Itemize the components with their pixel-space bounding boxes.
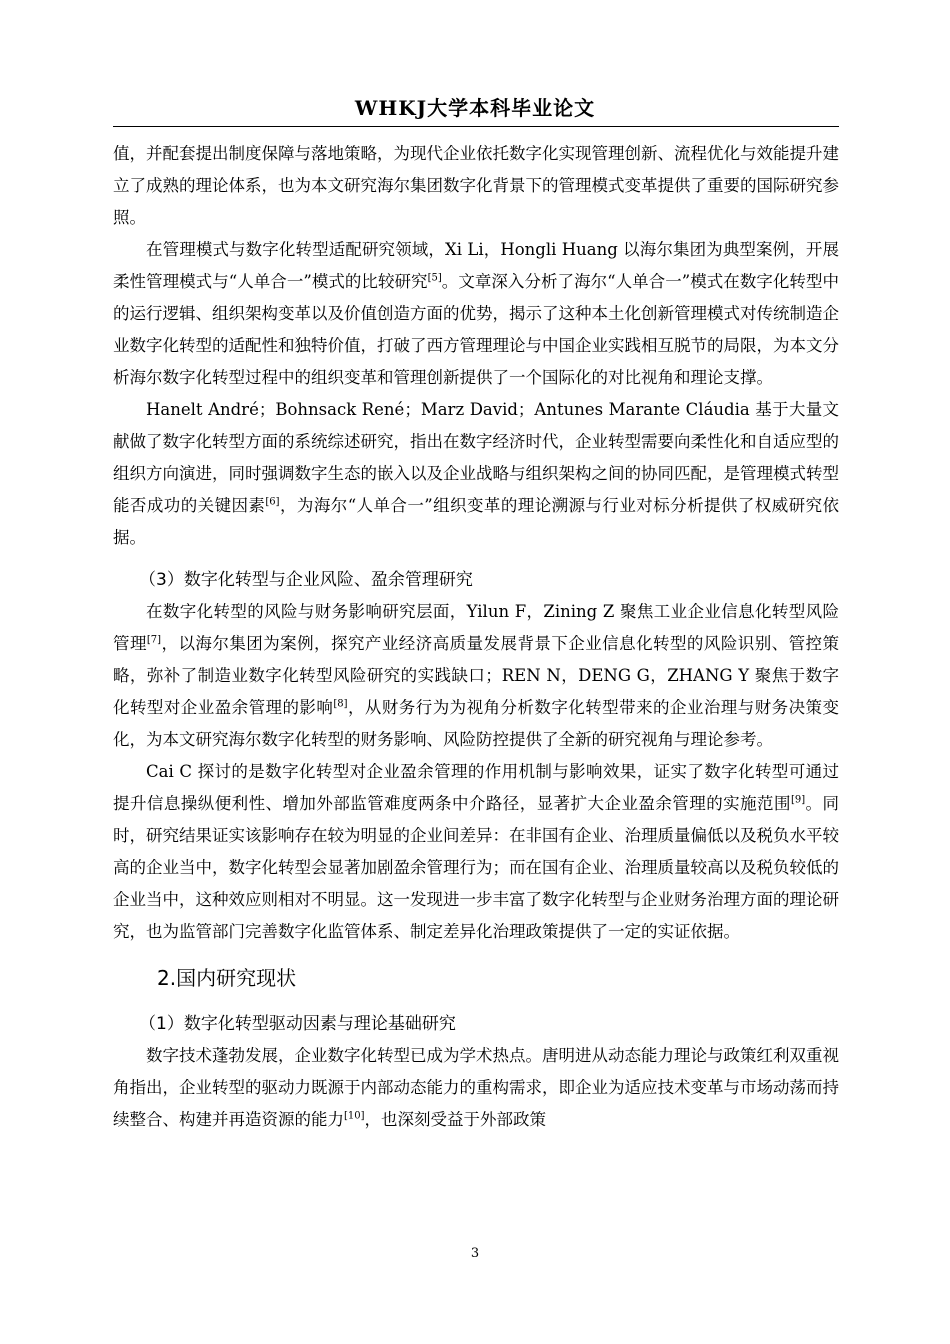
paragraph-text: Hanelt André；Bohnsack René；Marz David；Antunes Marante Cláudia 基于大量文献做了数字化转型方面的系统综述研究，指出在数字经济时代，企业转型需要向柔性化和自适应型的组织方向演进，同时强调数字生态的嵌入以及企业战略与组织架构之间的协同匹配，是管理模式转型能否成功的关键因素 [113, 400, 839, 515]
paragraph [113, 756, 839, 948]
paragraph-text: 。文章深入分析了海尔“人单合一”模式在数字化转型中的运行逻辑、组织架构变革以及价值创造方面的优势，揭示了这种本土化创新管理模式对传统制造企业数字化转型的适配性和独特价值，打破了西方管理理论与中国企业实践相互脱节的局限，为本文分析海尔数字化转型过程中的组织变革和管理创新提供了一个国际化的对比视角和理论支撑。 [113, 272, 839, 387]
page-header-title: WHKJ大学本科毕业论文 [354, 96, 596, 120]
page-body [113, 138, 839, 1136]
subsection-heading: （3）数字化转型与企业风险、盈余管理研究 [139, 570, 473, 590]
paragraph [113, 394, 839, 554]
paragraph [113, 596, 839, 756]
paragraph-text: ，为海尔“人单合一”组织变革的理论溯源与行业对标分析提供了权威研究依据。 [113, 496, 840, 547]
paragraph [113, 138, 839, 234]
citation-ref: [6] [265, 496, 280, 508]
paragraph-text: 在管理模式与数字化转型适配研究领域，Xi Li，Hongli Huang 以海尔集团为典型案例，开展柔性管理模式与“人单合一”模式的比较研究 [113, 240, 839, 291]
citation-ref: [8] [333, 698, 348, 710]
citation-ref: [5] [427, 272, 442, 284]
citation-ref: [10] [344, 1110, 365, 1122]
section-heading: 2.国内研究现状 [157, 966, 297, 990]
paragraph-text: Cai C 探讨的是数字化转型对企业盈余管理的作用机制与影响效果，证实了数字化转型可通过提升信息操纵便利性、增加外部监管难度两条中介路径，显著扩大企业盈余管理的实施范围 [113, 762, 839, 813]
paragraph [113, 1040, 839, 1136]
paragraph-text: 数字技术蓬勃发展，企业数字化转型已成为学术热点。唐明进从动态能力理论与政策红利双重视角指出，企业转型的驱动力既源于内部动态能力的重构需求，即企业为适应技术变革与市场动荡而持续整合、构建并再造资源的能力 [113, 1046, 839, 1129]
paragraph-text: ，以海尔集团为案例，探究产业经济高质量发展背景下企业信息化转型的风险识别、管控策略，弥补了制造业数字化转型风险研究的实践缺口；REN N，DENG G，ZHANG Y 聚焦于数字化转型对企业盈余管理的影响 [113, 634, 840, 717]
citation-ref: [9] [790, 794, 806, 806]
citation-ref: [7] [146, 634, 162, 646]
header-divider [113, 126, 839, 127]
paragraph-text: 值，并配套提出制度保障与落地策略，为现代企业依托数字化实现管理创新、流程优化与效能提升建立了成熟的理论体系，也为本文研究海尔集团数字化背景下的管理模式变革提供了重要的国际研究参照。 [113, 144, 839, 227]
paragraph-text: ，从财务行为为视角分析数字化转型带来的企业治理与财务决策变化，为本文研究海尔数字化转型的财务影响、风险防控提供了全新的研究视角与理论参考。 [113, 698, 840, 749]
subsection-heading: （1）数字化转型驱动因素与理论基础研究 [139, 1014, 456, 1034]
paragraph-text: 。同时，研究结果证实该影响存在较为明显的企业间差异：在非国有企业、治理质量偏低以及税负水平较高的企业当中，数字化转型会显著加剧盈余管理行为；而在国有企业、治理质量较高以及税负较低的企业当中，这种效应则相对不明显。这一发现进一步丰富了数字化转型与企业财务治理方面的理论研究，也为监管部门完善数字化监管体系、制定差异化治理政策提供了一定的实证依据。 [113, 794, 840, 941]
paragraph-text: ，也深刻受益于外部政策 [364, 1110, 547, 1129]
page-number: 3 [470, 1246, 480, 1261]
paragraph-text: 在数字化转型的风险与财务影响研究层面，Yilun F，Zining Z 聚焦工业企业信息化转型风险管理 [113, 602, 839, 653]
paragraph [113, 234, 839, 394]
